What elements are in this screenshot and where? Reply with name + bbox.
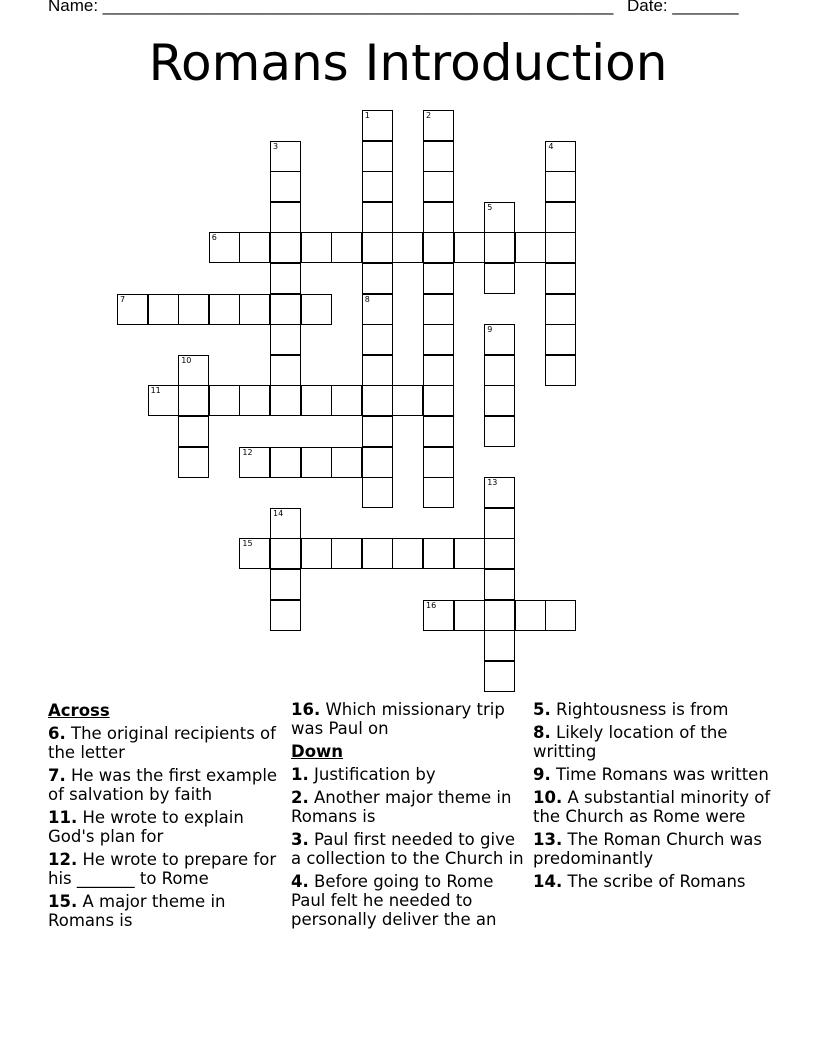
grid-cell[interactable] [270,569,301,600]
grid-cell[interactable] [545,202,576,233]
grid-cell[interactable] [301,447,332,478]
grid-cell[interactable] [423,538,454,569]
clue-down-1 [291,765,529,784]
date-field[interactable]: Date: _______ [627,0,739,15]
clue-number: 12. [48,850,78,869]
grid-cell[interactable] [270,232,301,263]
clue-down-4 [291,872,529,929]
grid-cell[interactable] [270,324,301,355]
grid-cell[interactable] [362,202,393,233]
grid-cell[interactable] [270,202,301,233]
clue-text: The Roman Church was predominantly [533,830,762,868]
clue-text: A substantial minority of the Church as Rome were [533,788,771,826]
grid-cell[interactable] [545,600,576,631]
grid-cell[interactable] [362,110,393,141]
grid-cell[interactable] [423,324,454,355]
clue-down-13 [533,830,771,868]
clue-text: The scribe of Romans [567,872,746,891]
clue-text: The original recipients of the letter [48,724,276,762]
clue-text: Justification by [314,765,436,784]
grid-cell[interactable] [362,477,393,508]
clue-number-label: 2 [426,111,432,120]
clue-across-6 [48,724,286,762]
clue-number-label: 7 [120,294,126,304]
grid-cell[interactable] [331,538,362,569]
grid-cell[interactable] [484,385,515,416]
clue-number-label: 16 [426,600,437,610]
grid-cell[interactable] [484,263,515,294]
clue-across-7 [48,766,286,804]
grid-cell[interactable] [270,508,301,539]
grid-cell[interactable] [423,416,454,447]
grid-cell[interactable] [362,171,393,202]
grid-cell[interactable] [392,385,423,416]
clue-number: 1. [291,765,309,784]
grid-cell[interactable] [178,355,209,386]
grid-cell[interactable] [239,294,270,325]
grid-cell[interactable] [331,447,362,478]
clue-across-15 [48,892,286,930]
grid-cell[interactable] [362,294,393,325]
clue-number-label: 12 [242,447,253,457]
page-title: Romans Introduction [148,34,668,92]
clue-number: 3. [291,830,309,849]
clue-number: 9. [533,765,551,784]
clue-text: He wrote to explain God's plan for [48,808,244,846]
grid-cell[interactable] [484,508,515,539]
clue-number-label: 8 [364,294,370,304]
grid-cell[interactable] [301,294,332,325]
grid-cell[interactable] [423,600,454,631]
grid-cell[interactable] [270,141,301,172]
grid-cell[interactable] [423,263,454,294]
grid-cell[interactable] [362,447,393,478]
clue-number: 2. [291,788,309,807]
grid-cell[interactable] [515,232,546,263]
clue-number-label: 6 [211,233,217,243]
grid-cell[interactable] [423,385,454,416]
grid-cell[interactable] [270,263,301,294]
grid-cell[interactable] [148,294,179,325]
clue-column-2 [291,700,529,933]
clue-across-12 [48,850,286,888]
grid-cell[interactable] [270,171,301,202]
clue-number-label: 15 [242,539,253,549]
grid-cell[interactable] [331,385,362,416]
grid-cell[interactable] [301,232,332,263]
grid-cell[interactable] [362,263,393,294]
clue-number: 16. [291,700,321,719]
grid-cell[interactable] [392,538,423,569]
grid-cell[interactable] [545,263,576,294]
grid-cell[interactable] [484,661,515,692]
clue-down-3 [291,830,529,868]
grid-cell[interactable] [423,232,454,263]
clue-number-label: 13 [487,478,498,488]
clue-text: Paul first needed to give a collection to the Church in [291,830,524,868]
grid-cell[interactable] [423,355,454,386]
grid-cell[interactable] [362,538,393,569]
clue-number-label: 9 [487,325,493,335]
grid-cell[interactable] [362,232,393,263]
grid-cell[interactable] [484,202,515,233]
grid-cell[interactable] [209,294,240,325]
grid-cell[interactable] [484,324,515,355]
clue-number-label: 14 [273,508,284,518]
grid-cell[interactable] [454,600,485,631]
grid-cell[interactable] [362,141,393,172]
grid-cell[interactable] [270,294,301,325]
grid-cell[interactable] [209,385,240,416]
clue-across-16 [291,700,529,738]
clue-down-14 [533,872,771,891]
clue-number-label: 3 [273,141,279,151]
grid-cell[interactable] [515,600,546,631]
clue-number: 14. [533,872,563,891]
grid-cell[interactable] [392,232,423,263]
clue-number: 7. [48,766,66,785]
grid-cell[interactable] [423,447,454,478]
grid-cell[interactable] [545,141,576,172]
grid-cell[interactable] [484,630,515,661]
clue-number: 10. [533,788,563,807]
grid-cell[interactable] [423,141,454,172]
grid-cell[interactable] [423,110,454,141]
grid-cell[interactable] [545,324,576,355]
grid-cell[interactable] [178,294,209,325]
grid-cell[interactable] [362,416,393,447]
clue-number: 5. [533,700,551,719]
grid-cell[interactable] [484,538,515,569]
grid-cell[interactable] [331,232,362,263]
clue-number-label: 10 [181,355,192,365]
across-heading: Across [48,701,110,720]
grid-cell[interactable] [423,202,454,233]
grid-cell[interactable] [270,355,301,386]
clue-number: 4. [291,872,309,891]
clue-column-3 [533,700,771,895]
grid-cell[interactable] [362,385,393,416]
clue-text: Another major theme in Romans is [291,788,512,826]
clue-text: He was the first example of salvation by faith [48,766,278,804]
grid-cell[interactable] [270,385,301,416]
clue-number: 13. [533,830,563,849]
clue-number-label: 11 [150,386,161,396]
grid-cell[interactable] [545,294,576,325]
down-heading: Down [291,742,344,761]
clue-number-label: 1 [364,111,370,120]
grid-cell[interactable] [484,355,515,386]
clue-text: A major theme in Romans is [48,892,226,930]
clue-column-1 [48,700,286,934]
grid-cell[interactable] [484,569,515,600]
grid-cell[interactable] [301,538,332,569]
clue-text: Before going to Rome Paul felt he needed to personally deliver the an [291,872,497,929]
clue-number: 6. [48,724,66,743]
clue-number: 8. [533,723,551,742]
grid-cell[interactable] [239,232,270,263]
grid-cell[interactable] [239,447,270,478]
name-field[interactable]: Name: ______________________________________________________ [48,0,614,15]
clue-text: Time Romans was written [556,765,769,784]
clue-number: 15. [48,892,78,911]
clue-down-5 [533,700,771,719]
clue-number-label: 4 [548,141,554,151]
clue-number-label: 5 [487,202,493,212]
grid-cell[interactable] [148,385,179,416]
grid-cell[interactable] [423,477,454,508]
grid-cell[interactable] [454,538,485,569]
grid-cell[interactable] [484,232,515,263]
clue-down-10 [533,788,771,826]
clue-text: Likely location of the writting [533,723,728,761]
clue-number: 11. [48,808,78,827]
clue-text: He wrote to prepare for his _______ to Rome [48,850,277,888]
grid-cell[interactable] [301,385,332,416]
grid-cell[interactable] [362,324,393,355]
clue-text: Rightousness is from [556,700,729,719]
grid-cell[interactable] [117,294,148,325]
grid-cell[interactable] [209,232,240,263]
grid-cell[interactable] [178,385,209,416]
grid-cell[interactable] [545,171,576,202]
grid-cell[interactable] [270,538,301,569]
grid-cell[interactable] [545,232,576,263]
grid-cell[interactable] [484,416,515,447]
clue-down-2 [291,788,529,826]
grid-cell[interactable] [484,600,515,631]
grid-cell[interactable] [178,416,209,447]
grid-cell[interactable] [178,447,209,478]
grid-cell[interactable] [270,600,301,631]
grid-cell[interactable] [423,294,454,325]
grid-cell[interactable] [270,447,301,478]
grid-cell[interactable] [239,538,270,569]
grid-cell[interactable] [423,171,454,202]
grid-cell[interactable] [484,477,515,508]
clue-down-9 [533,765,771,784]
clue-across-11 [48,808,286,846]
grid-cell[interactable] [239,385,270,416]
grid-cell[interactable] [362,355,393,386]
grid-cell[interactable] [545,355,576,386]
clue-down-8 [533,723,771,761]
grid-cell[interactable] [454,232,485,263]
clue-text: Which missionary trip was Paul on [291,700,505,738]
